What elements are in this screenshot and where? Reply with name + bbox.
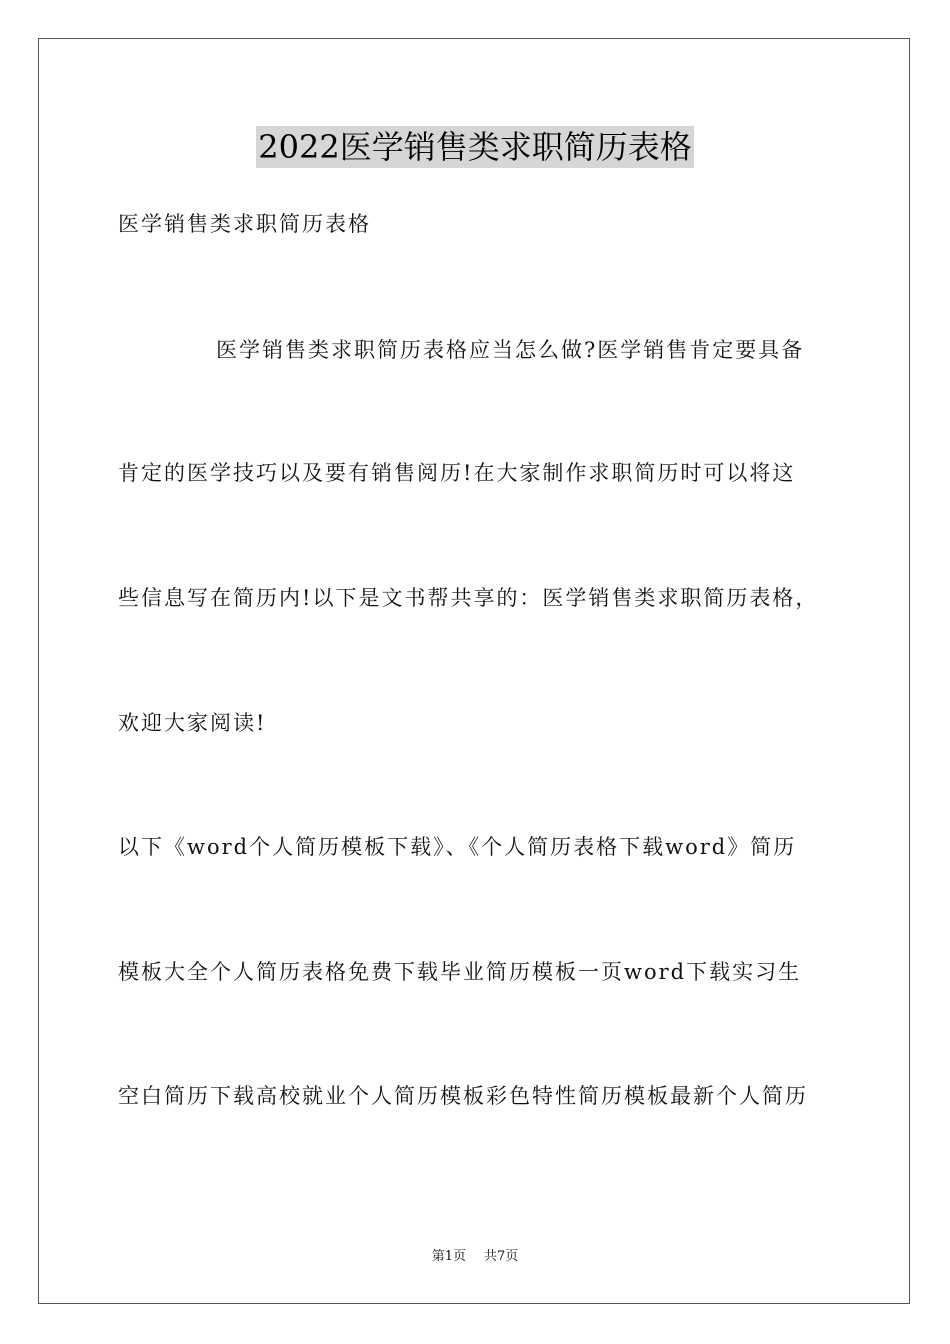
paragraph-line-2: 肯定的医学技巧以及要有销售阅历!在大家制作求职简历时可以将这 <box>118 461 796 485</box>
page-number-total: 共7页 <box>484 1249 519 1264</box>
page-footer <box>0 1248 950 1266</box>
title-container <box>0 126 950 168</box>
page-number-current: 第1页 <box>431 1249 466 1264</box>
document-subtitle: 医学销售类求职简历表格 <box>118 212 371 236</box>
paragraph-line-4: 欢迎大家阅读! <box>118 711 267 735</box>
paragraph-line-6: 模板大全个人简历表格免费下载毕业简历模板一页word下载实习生 <box>118 960 802 984</box>
paragraph-line-1: 医学销售类求职简历表格应当怎么做?医学销售肯定要具备 <box>216 338 805 362</box>
document-title: 2022医学销售类求职简历表格 <box>258 128 692 166</box>
paragraph-line-5: 以下《word个人简历模板下载》、《个人简历表格下载word》简历 <box>118 835 797 859</box>
paragraph-line-7: 空白简历下载高校就业个人简历模板彩色特性简历模板最新个人简历 <box>118 1084 808 1108</box>
paragraph-line-3: 些信息写在简历内!以下是文书帮共享的：医学销售类求职简历表格， <box>118 586 819 610</box>
